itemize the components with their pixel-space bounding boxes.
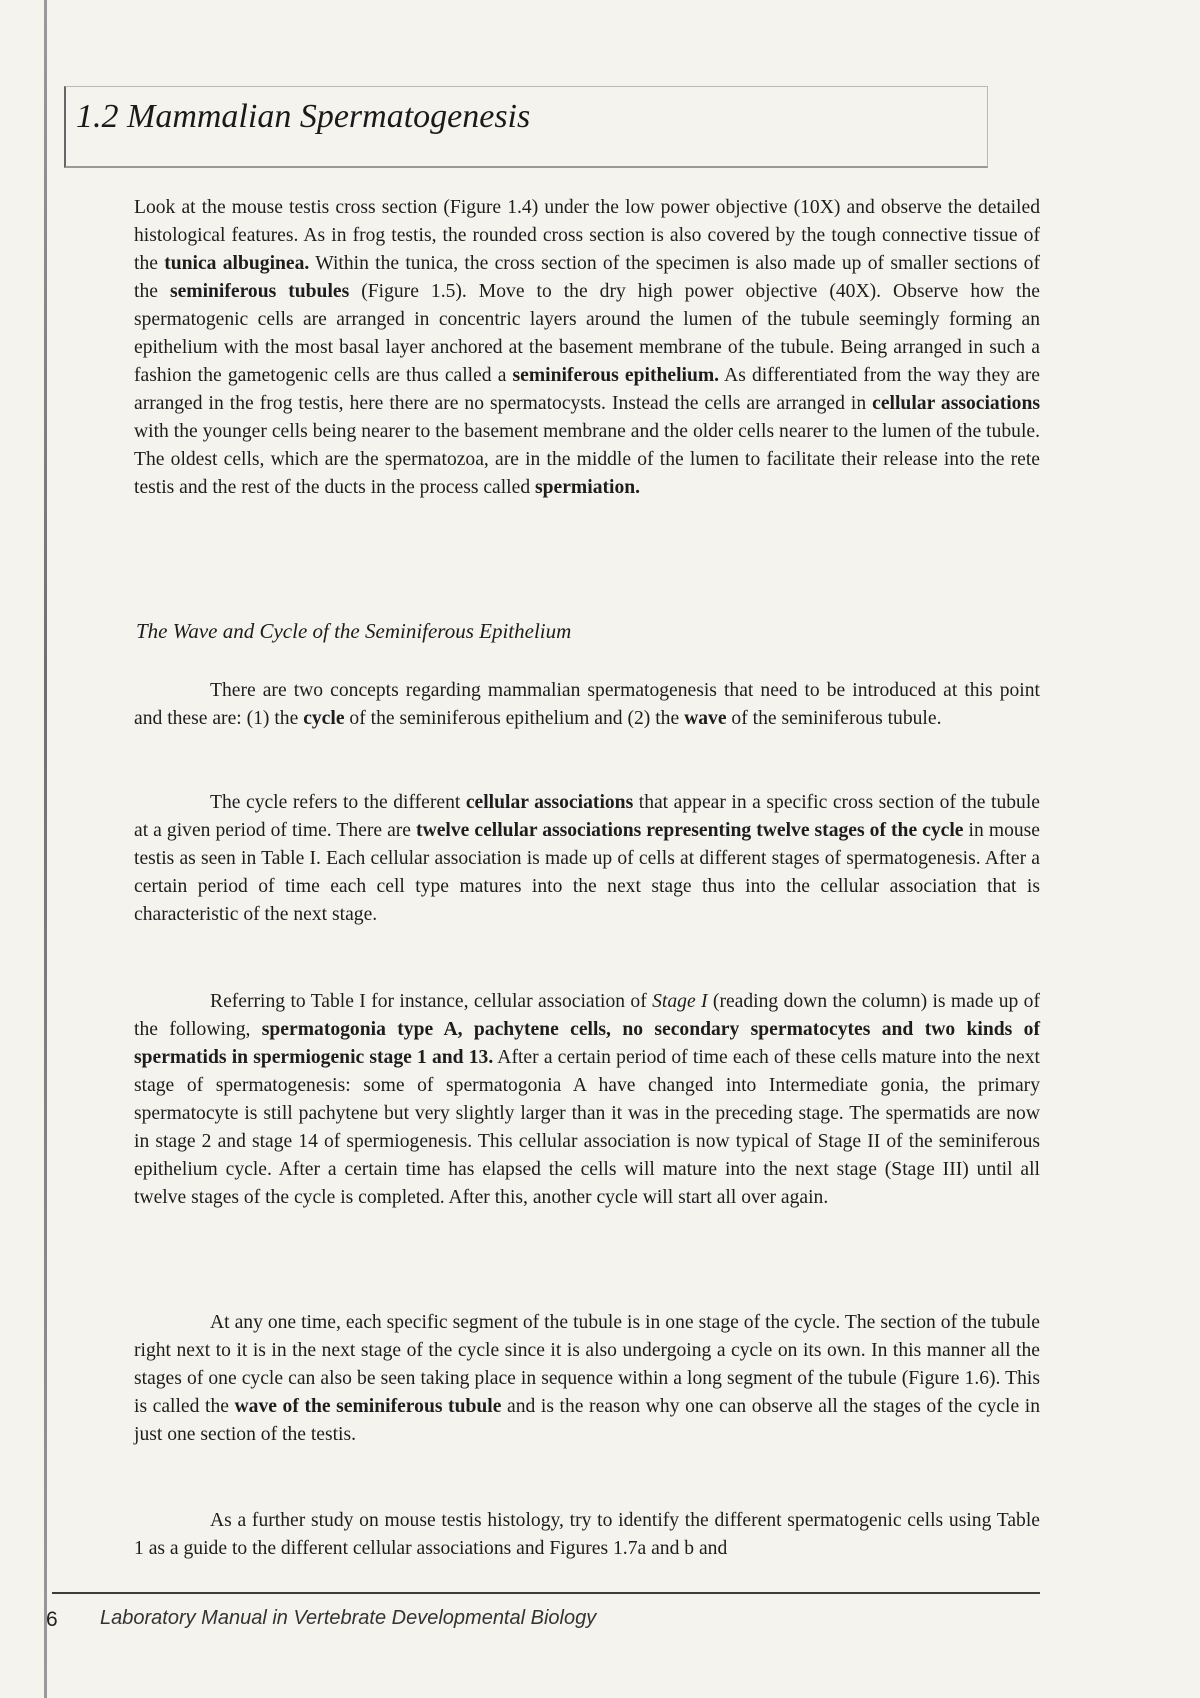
text-run: of the seminiferous tubule.	[726, 708, 942, 729]
paragraph-further-study	[134, 1507, 1040, 1563]
text-run: that appear in a specific cross section of the tubule at a given period of time. There are	[134, 792, 1040, 841]
bold-term-wave: wave	[684, 708, 727, 729]
page-binding-edge	[44, 0, 47, 1698]
bold-term-cycle: cycle	[303, 708, 345, 729]
bold-term-twelve-stages: twelve cellular associations representing twelve stages of the cycle	[416, 820, 964, 841]
text-run: As a further study on mouse testis histology, try to identify the different spermatogenic cells using Table 1 as a guide to the different cellular associations and Figures 1.7a and b and	[134, 1510, 1040, 1559]
italic-term-stage-i: Stage I	[652, 991, 708, 1012]
text-run: Within the tunica, the cross section of the specimen is also made up of smaller sections of the	[134, 253, 1040, 302]
text-run: (reading down the column) is made up of the following,	[134, 991, 1040, 1040]
bold-term-stage-i-cells: spermatogonia type A, pachytene cells, no secondary spermatocytes and two kinds of spermatids in spermiogenic stage 1 and 13.	[134, 1019, 1040, 1068]
paragraph-histology-overview	[134, 194, 1040, 502]
text-run: At any one time, each specific segment of the tubule is in one stage of the cycle. The section of the tubule right next to it is in the next stage of the cycle since it is also undergoing a cycle on its own. In this manner all the stages of one cycle can also be seen taking place in sequence within a long segment of the tubule (Figure 1.6). This is called the	[134, 1312, 1040, 1417]
bold-term-seminiferous-epithelium: seminiferous epithelium.	[512, 365, 720, 386]
text-run: and is the reason why one can observe all the stages of the cycle in just one section of the testis.	[134, 1396, 1040, 1445]
text-run: Referring to Table I for instance, cellular association of	[210, 991, 653, 1012]
section-title: 1.2 Mammalian Spermatogenesis	[76, 98, 531, 135]
paragraph-wave-definition	[134, 1309, 1040, 1449]
bold-term-spermiation: spermiation.	[535, 477, 641, 498]
bold-term-wave-of-tubule: wave of the seminiferous tubule	[234, 1396, 502, 1417]
paragraph-stage-example	[134, 988, 1040, 1212]
bold-term-cellular-associations: cellular associations	[465, 792, 634, 813]
footer-book-title: Laboratory Manual in Vertebrate Developmental Biology	[100, 1607, 597, 1629]
text-run: (Figure 1.5). Move to the dry high power objective (40X). Observe how the spermatogenic cells are arranged in concentric layers around the lumen of the tubule seemingly forming an epithelium with the most basal layer anchored at the basement membrane of the tubule. Being arranged in such a fashion the gametogenic cells are thus called a	[134, 281, 1040, 386]
text-run: with the younger cells being nearer to the basement membrane and the older cells nearer to the lumen of the tubule. The oldest cells, which are the spermatozoa, are in the middle of the lumen to facilitate their release into the rete testis and the rest of the ducts in the process called	[134, 421, 1040, 498]
bold-term-seminiferous-tubules: seminiferous tubules	[169, 281, 350, 302]
text-run: There are two concepts regarding mammalian spermatogenesis that need to be introduced at this point and these are: (1) the	[134, 680, 1040, 729]
bold-term-tunica-albuginea: tunica albuginea.	[164, 253, 310, 274]
text-run: As differentiated from the way they are arranged in the frog testis, here there are no spermatocysts. Instead the cells are arranged in	[134, 365, 1040, 414]
text-run: of the seminiferous epithelium and (2) the	[344, 708, 685, 729]
text-run: After a certain period of time each of these cells mature into the next stage of spermatogenesis: some of spermatogonia A have changed into Intermediate gonia, the primary spermatocyte is still pachytene but very slightly larger than it was in the preceding stage. The spermatids are now in stage 2 and stage 14 of spermiogenesis. This cellular association is now typical of Stage II of the seminiferous epithelium cycle. After a certain time has elapsed the cells will mature into the next stage (Stage III) until all twelve stages of the cycle is completed. After this, another cycle will start all over again.	[134, 1047, 1040, 1208]
bold-term-cellular-associations: cellular associations	[872, 393, 1040, 414]
text-run: Look at the mouse testis cross section (Figure 1.4) under the low power objective (10X) and observe the detailed histological features. As in frog testis, the rounded cross section is also covered by the tough connective tissue of the	[134, 197, 1040, 274]
paragraph-cycle-definition	[134, 789, 1040, 929]
subheading-wave-and-cycle: The Wave and Cycle of the Seminiferous Epithelium	[136, 619, 572, 643]
text-run: in mouse testis as seen in Table I. Each cellular association is made up of cells at different stages of spermatogenesis. After a certain period of time each cell type matures into the next stage thus into the cellular association that is characteristic of the next stage.	[134, 820, 1040, 925]
paragraph-two-concepts	[134, 677, 1040, 733]
page-number: 6	[46, 1608, 58, 1631]
text-run: The cycle refers to the different	[210, 792, 466, 813]
footer-divider	[52, 1592, 1040, 1594]
